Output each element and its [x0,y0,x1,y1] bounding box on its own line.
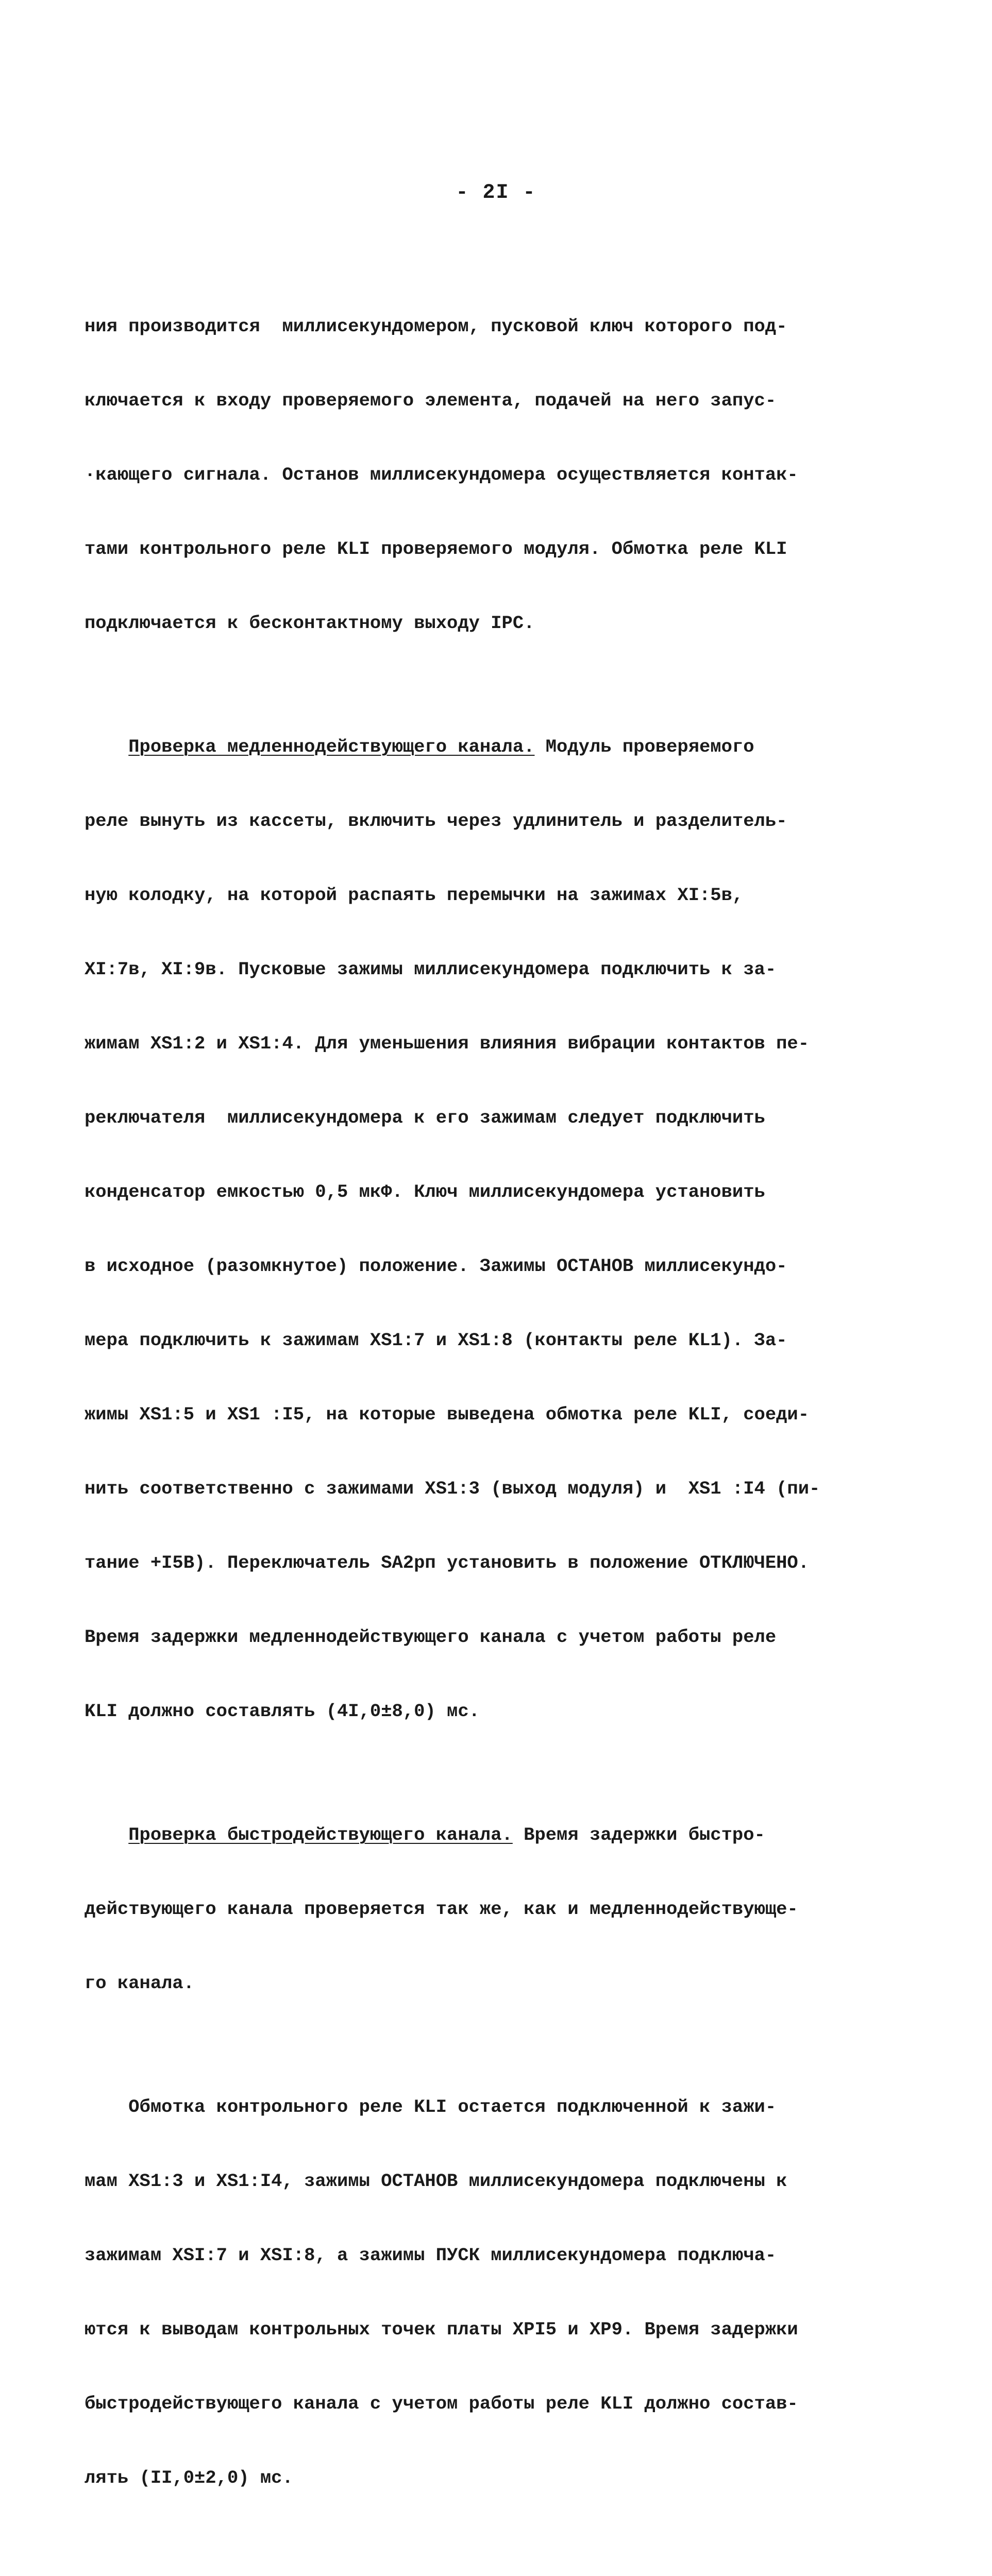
paragraph-gap [85,2565,765,2576]
section-heading-fast-channel: Проверка быстродействующего канала. [128,1824,513,1845]
text-line: KLI должно составлять (4I,0±8,0) мс. [85,1701,480,1722]
text-line: тами контрольного реле KLI проверяемого модуля. Обмотка реле KLI [85,538,787,560]
section-heading-slow-channel: Проверка медленнодействующего канала. [128,736,535,757]
text-line: ния производится миллисекундомером, пусковой ключ которого под- [85,316,787,337]
page-number: - 2I - [456,181,536,205]
text-line: реле вынуть из кассеты, включить через удлинитель и разделитель- [85,810,787,832]
text-line: мам XS1:3 и XS1:I4, зажимы ОСТАНОВ миллисекундомера подключены к [85,2171,787,2192]
text-line: реключателя миллисекундомера к его зажимам следует подключить [85,1107,765,1128]
document-body [85,215,820,2576]
text-line: жимам XS1:2 и XS1:4. Для уменьшения влияния вибрации контактов пе- [85,1033,810,1054]
text-line: ключается к входу проверяемого элемента, подачей на него запус- [85,390,777,411]
text-line: действующего канала проверяется так же, как и медленнодействующе- [85,1899,798,1920]
text-fragment: Время задержки быстро- [512,1824,765,1845]
text-line: зажимам XSI:7 и XSI:8, а зажимы ПУСК миллисекундомера подключа- [85,2245,777,2266]
text-line: го канала. [85,1973,195,1994]
text-line: конденсатор емкостью 0,5 мкФ. Ключ миллисекундомера установить [85,1181,765,1202]
text-line: подключается к бесконтактному выходу IPC. [85,613,535,634]
section-heading-line [85,1823,765,1848]
text-line: XI:7в, XI:9в. Пусковые зажимы миллисекундомера подключить к за- [85,959,777,980]
text-line: ются к выводам контрольных точек платы XPI5 и XP9. Время задержки [85,2319,798,2340]
text-line: в исходное (разомкнутое) положение. Зажимы ОСТАНОВ миллисекундо- [85,1256,787,1277]
text-line: Время задержки медленнодействующего канала с учетом работы реле [85,1626,777,1648]
text-fragment: Модуль проверяемого [534,736,754,757]
text-line: лять (II,0±2,0) мс. [85,2467,293,2488]
text-line: тание +I5В). Переключатель SA2рп установить в положение ОТКЛЮЧЕНО. [85,1552,810,1573]
text-line: ную колодку, на которой распаять перемычки на зажимах XI:5в, [85,885,744,906]
text-line: нить соответственно с зажимами XS1:3 (выход модуля) и XS1 :I4 (пи- [85,1478,820,1499]
section-heading-line [85,735,765,759]
text-line: жимы XS1:5 и XS1 :I5, на которые выведена обмотка реле KLI, соеди- [85,1404,810,1425]
text-line: мера подключить к зажимам XS1:7 и XS1:8 (контакты реле KL1). За- [85,1330,787,1351]
text-line: Обмотка контрольного реле KLI остается подключенной к зажи- [85,2096,777,2117]
text-line: быстродействующего канала с учетом работы реле KLI должно состав- [85,2393,798,2414]
text-line: ·кающего сигнала. Останов миллисекундомера осуществляется контак- [85,464,798,485]
